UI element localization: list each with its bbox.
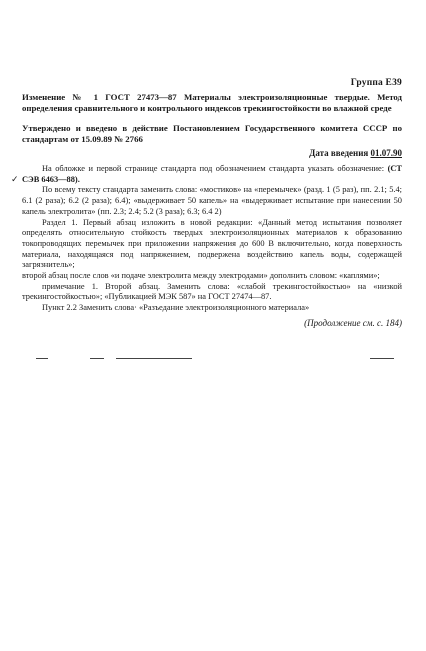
footer-rule-segment [116, 358, 192, 359]
paragraph [22, 218, 402, 272]
body-text [22, 164, 402, 314]
effective-date-label: Дата введения [309, 148, 369, 158]
amendment-title: Изменение № 1 ГОСТ 27473—87 Материалы электроизоляционные твердые. Метод определения сравнительного и контрольного индексов трекингостойкости во влажной среде [22, 92, 402, 113]
paragraph-text: Раздел 1. Первый абзац изложить в новой редакции: «Данный метод испытания позволяет определять относительную стойкость твердых электроизоляционных материалов к образованию токопроводящих перемычек при приложении напряжения до 600 В включительно, когда поверхность материала, находящаяся под напряжением, подвержена воздействию капель воды, содержащей загрязнитель»; [22, 217, 402, 270]
paragraph-bold-text: (СТ СЭВ 6463—88). [22, 164, 402, 184]
paragraph-text: На обложке и первой странице стандарта под обозначением стандарта указать обозначение: [42, 164, 388, 173]
paragraph [22, 282, 402, 303]
paragraph-text: второй абзац после слов «и подаче электролита между электродами» дополнить словом: «каплями»; [22, 271, 380, 281]
paragraph [22, 303, 402, 314]
footer-rule-segment [90, 358, 104, 359]
approval-statement: Утверждено и введено в действие Постановлением Государственного комитета СССР по стандартам от 15.09.89 № 2766 [22, 123, 402, 144]
continuation-note: (Продолжение см. с. 184) [304, 317, 402, 328]
document-content [22, 78, 402, 328]
footer-rule-segment [36, 358, 48, 359]
paragraph-text: Пункт 2.2 Заменить слова· «Разъедание электроизоляционного материала» [42, 303, 310, 313]
paragraph-text: По всему тексту стандарта заменить слова: «мостиков» на «перемычек» (разд. 1 (5 раз), пп. 2.1; 5.4; 6.1 (2 раза); 6.2 (2 раза); 6.4); «выдерживает 50 капель» на «выдерживает испытание при нанесении 50 капель электролита» (пп. 2.3; 2.4; 5.2 (3 раза); 6.3; 6.4 2) [22, 185, 402, 216]
paragraph-text: примечание 1. Второй абзац. Заменить слова: «слабой трекингостойкостью» на «низкой трекингостойкостью»; «Публикацией МЭК 587» на ГОСТ 27474—87. [22, 281, 402, 302]
paragraph [22, 164, 402, 185]
margin-check-mark: ✓ [11, 174, 19, 184]
footer-rule-segment [370, 358, 394, 359]
paragraph [22, 185, 402, 217]
paragraph [22, 271, 402, 282]
effective-date-value: 01.07.90 [370, 148, 402, 158]
group-code: Группа Е39 [350, 78, 402, 88]
effective-date [22, 148, 402, 158]
